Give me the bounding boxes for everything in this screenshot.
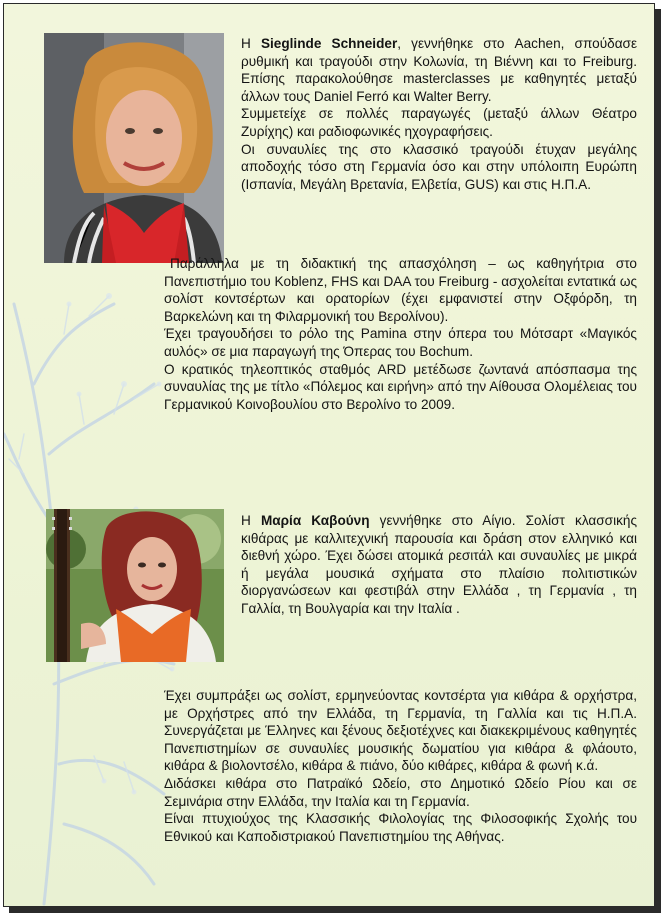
bio-paragraph: Ο κρατικός τηλεοπτικός σταθμός ARD μετέδωσε ζωντανά απόσπασμα της συναυλίας της με τίτλο «Πόλεμος και ειρήνη» από την Αίθουσα Ολομέλειας του Γερμανικού Κοινοβουλίου στο Βερολίνο το 2009. <box>164 361 637 412</box>
document-page <box>3 3 655 907</box>
bio-paragraph: Οι συναυλίες της στο κλασσικό τραγούδι έτυχαν μεγάλης αποδοχής τόσο στη Γερμανία όσο και στην υπόλοιπη Ευρώπη (Ισπανία, Μεγάλη Βρετανία, Ελβετία, GUS) και στις Η.Π.Α. <box>241 141 637 192</box>
text-span: Η <box>241 36 261 51</box>
bio-paragraph: Έχει τραγουδήσει το ρόλο της Pamina στην όπερα του Μότσαρτ «Μαγικός αυλός» σε μια παραγωγή της Όπερας του Bochum. <box>164 326 637 359</box>
bio-paragraph: Συμμετείχε σε πολλές παραγωγές (μεταξύ άλλων Θέατρο Ζυρίχης) και ραδιοφωνικές ηχογραφήσεις. <box>241 106 637 139</box>
person-name: Sieglinde Schneider <box>260 36 398 51</box>
bio-paragraph: Έχει συμπράξει ως σολίστ, ερμηνεύοντας κοντσέρτα για κιθάρα & ορχήστρα, με Ορχήστρες από την Ελλάδα, τη Γερμανία, τη Γαλλία και τις Η.Π.Α. Συνεργάζεται με Έλληνες και ξένους δεξιοτέχνες και διακεκριμένους καθηγητές Πανεπιστημίων σε συναυλίες μουσικής δωματίου για κιθάρα & φλάουτο, κιθάρα & βιολοντσέλο, κιθάρα & πιάνο, δύο κιθάρες, κιθάρα & φωνή κ.ά. <box>164 688 637 774</box>
bio-paragraph: Παράλληλα με τη διδακτική της απασχόληση – ως καθηγήτρια στο Πανεπιστήμιο του Koblenz, FHS και DAA του Freiburg - ασχολείται εντατικά ως σολίστ κοντσέρτων και ορατορίων (έχει εμφανιστεί στην Οξφόρδη, τη Βαρκελώνη και τη Φιλαρμονική του Βερολίνου). <box>164 256 637 324</box>
text-span: γεννήθηκε στο Αίγιο. Σολίστ κλασσικής κιθάρας με καλλιτεχνική παρουσία και δράση στον ελληνικό και διεθνή χώρο. Έχει δώσει ατομικά ρεσιτάλ και συναυλίες με μικρά ή μεγάλα μουσικά σχήματα στο πλαίσιο πολιτιστικών διοργανώσεων και φεστιβάλ στην Ελλάδα , τη Γερμανία , τη Γαλλία, τη Βουλγαρία και την Ιταλία . <box>241 513 638 616</box>
portrait-photo-singer <box>44 33 224 263</box>
bio-guitarist-intro <box>241 512 637 618</box>
bio-singer-intro <box>241 35 637 193</box>
text-span: , γεννήθηκε στο Aachen, σπούδασε ρυθμική και τραγούδι στην Κολωνία, τη Βιέννη και το Freiburg. Επίσης παρακολούθησε masterclasses με καθηγητές μεταξύ άλλων τους Daniel Ferró και Walter Berry. <box>241 36 638 104</box>
bio-paragraph: Είναι πτυχιούχος της Κλασσικής Φιλολογίας της Φιλοσοφικής Σχολής του Εθνικού και Καποδιστριακού Πανεπιστημίου της Αθήνας. <box>164 811 637 844</box>
text-span: Η <box>241 513 261 528</box>
bio-guitarist-continued <box>164 687 637 845</box>
bio-paragraph <box>241 512 637 618</box>
bio-singer-continued <box>164 255 637 413</box>
bio-paragraph <box>241 35 637 105</box>
bio-paragraph: Διδάσκει κιθάρα στο Πατραϊκό Ωδείο, στο Δημοτικό Ωδείο Ρίου και σε Σεμινάρια στην Ελλάδα, την Ιταλία και τη Γερμανία. <box>164 775 637 809</box>
portrait-photo-guitarist <box>46 509 224 662</box>
person-name: Μαρία Καβούνη <box>260 513 370 528</box>
